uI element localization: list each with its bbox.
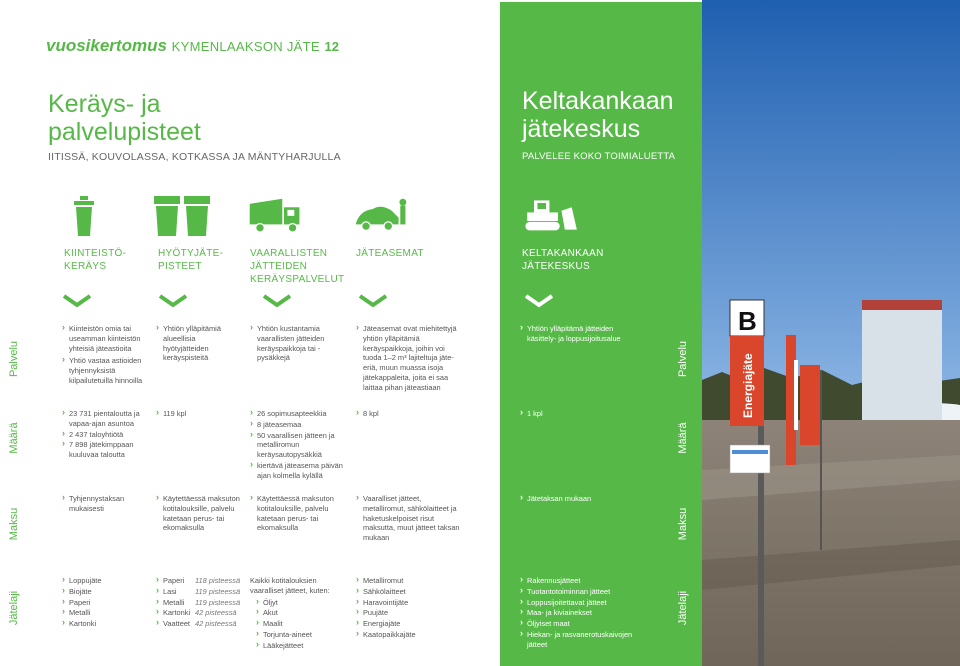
cell-maara-5 (520, 409, 640, 420)
cell-intro: Kaikki kotitalouksien vaaralliset jätteet, kuten: (250, 576, 330, 595)
cell-palvelu-5 (520, 324, 640, 345)
photo-illustration (702, 0, 960, 666)
list-item: › 23 731 pientaloutta ja vapaa-ajan asuntoa (62, 409, 144, 429)
row-label-palvelu: Palvelu (8, 340, 20, 378)
list-item: › Lääkejätteet (250, 641, 346, 651)
cell-jatelaji-2 (156, 576, 246, 630)
column-header-jateasemat: JÄTEASEMAT (356, 248, 424, 259)
right-subtitle: PALVELEE KOKO TOIMIALUETTA (522, 151, 676, 162)
cell-maara-1 (62, 409, 144, 461)
column-header-jatekeskus: KELTAKANKAAN JÄTEKESKUS (522, 248, 604, 272)
list-item: › 7 898 jätekimppaan kuuluvaa taloutta (62, 440, 144, 460)
list-item: › 1 kpl (520, 409, 640, 419)
list-item: › Loppusijoitettavat jätteet (520, 598, 644, 608)
list-item: › 8 kpl (356, 409, 460, 419)
left-subtitle: IITISSÄ, KOUVOLASSA, KOTKASSA JA MÄNTYHARJULLA (48, 151, 341, 163)
list-item: › Loppujäte (62, 576, 144, 586)
list-item: › Jätetaksan mukaan (520, 494, 640, 504)
list-item: › Biojäte (62, 587, 144, 597)
list-item: › Energiajäte (356, 619, 460, 629)
list-item: › kiertävä jäteasema päivän ajan kolmella kylällä (250, 461, 344, 481)
list-item: › 50 vaarallisen jätteen ja metalliromun keräysautopysäkkiä (250, 431, 344, 460)
cell-maara-3 (250, 409, 344, 482)
list-item: › Vaatteet 42 pisteessä (156, 619, 246, 629)
cell-maksu-1 (62, 494, 144, 515)
cell-palvelu-4 (356, 324, 460, 394)
row-label-maksu-right: Maksu (677, 507, 689, 541)
cell-maksu-5 (520, 494, 640, 505)
list-item: › Jäteasemat ovat miehitettyjä yhtiön ylläpitämiä keräyspaikkoja, joihin voi tuoda 1–2 m³ lajiteltuja jäte-eriä, muun muassa isoja jätekappaleita, joita ei saa laittaa pihan jäteastiaan (356, 324, 460, 393)
company-name: KYMENLAAKSON JÄTE (171, 39, 320, 54)
right-title: Keltakankaan jätekeskus (522, 87, 674, 143)
cell-jatelaji-3 (250, 576, 346, 652)
page-number: 12 (324, 39, 340, 54)
list-item: › Sähkölaitteet (356, 587, 460, 597)
list-item: › Öljyt (250, 598, 346, 608)
list-item: › Kaatopaikkajäte (356, 630, 460, 640)
brand-name: vuosikertomus (46, 36, 167, 55)
cell-maksu-4 (356, 494, 460, 544)
sign-letter: B (738, 306, 757, 336)
list-item: › Yhtiön ylläpitämiä alueellisia hyötyjätteiden keräyspisteitä (156, 324, 242, 363)
list-item: › Paperi 118 pisteessä (156, 576, 246, 586)
list-item: › Yhtiö vastaa astioiden tyhjennyksistä kilpailutetuilla hinnoilla (62, 356, 144, 385)
list-item: › Metalli 119 pisteessä (156, 598, 246, 608)
list-item: › Hiekan- ja rasvanerotuskaivojen jätteet (520, 630, 644, 650)
chevron-down-icon (358, 294, 388, 308)
cell-jatelaji-4 (356, 576, 460, 641)
row-label-jatelaji: Jätelaji (8, 590, 20, 626)
list-item: › Tuotantotoiminnan jätteet (520, 587, 644, 597)
column-header-hyotyjatepisteet: HYÖTYJÄTE- PISTEET (158, 248, 224, 272)
list-item: › Akut (250, 608, 346, 618)
list-item: › Maa- ja kiviainekset (520, 608, 644, 618)
list-item: › Kartonki 42 pisteessä (156, 608, 246, 618)
cell-palvelu-2 (156, 324, 242, 364)
truck-icon (248, 192, 308, 238)
site-photo (702, 0, 960, 666)
row-label-maara-right: Määrä (677, 422, 689, 454)
list-item: › Metalliromut (356, 576, 460, 586)
list-item: › Kartonki (62, 619, 144, 629)
row-label-jatelaji-right: Jätelaji (677, 590, 689, 626)
cell-jatelaji-5 (520, 576, 644, 651)
row-label-palvelu-right: Palvelu (677, 340, 689, 378)
list-item: › Käytettäessä maksuton kotitalouksille, palvelu katetaan perus- tai ekomaksulla (250, 494, 344, 533)
header (46, 36, 339, 56)
trash-bin-icon (64, 192, 124, 238)
car-recycle-icon (354, 192, 414, 238)
list-item: › 26 sopimusapteekkia (250, 409, 344, 419)
list-item: › Käytettäessä maksuton kotitalouksille, palvelu katetaan perus- tai ekomaksulla (156, 494, 242, 533)
list-item: › Yhtiön ylläpitämä jätteiden käsittely- ja loppusijoitusalue (520, 324, 640, 344)
chevron-down-icon (158, 294, 188, 308)
column-header-vaaralliset: VAARALLISTEN JÄTTEIDEN KERÄYSPALVELUT (250, 248, 345, 285)
list-item: › Tyhjennystaksan mukaisesti (62, 494, 144, 514)
two-bins-icon (152, 192, 212, 238)
list-item: › Öljyiset maat (520, 619, 644, 629)
cell-palvelu-1 (62, 324, 144, 387)
row-label-maara: Määrä (8, 422, 20, 454)
chevron-down-icon (524, 294, 554, 308)
list-item: › Puujäte (356, 608, 460, 618)
column-header-kiinteistokerays: KIINTEISTÖ- KERÄYS (64, 248, 127, 272)
list-item: › Haravointijäte (356, 598, 460, 608)
cell-maksu-2 (156, 494, 242, 534)
row-label-maksu: Maksu (8, 507, 20, 541)
cell-maara-4 (356, 409, 460, 420)
bulldozer-icon (522, 192, 582, 238)
list-item: › Vaaralliset jätteet, metalliromut, sähkölaitteet ja haketuskelpoiset risut maksutta, muut jätteet taksan mukaan (356, 494, 460, 543)
list-item: › Lasi 119 pisteessä (156, 587, 246, 597)
list-item: › Maalit (250, 619, 346, 629)
chevron-down-icon (62, 294, 92, 308)
list-item: › 8 jäteasemaa (250, 420, 344, 430)
list-item: › Rakennusjätteet (520, 576, 644, 586)
list-item: › Kiinteistön omia tai useamman kiinteistön yhteisiä jäteastioita (62, 324, 144, 353)
chevron-down-icon (262, 294, 292, 308)
list-item: › Paperi (62, 598, 144, 608)
list-item: › Torjunta-aineet (250, 630, 346, 640)
list-item: › 119 kpl (156, 409, 242, 419)
left-title: Keräys- ja palvelupisteet (48, 90, 201, 146)
list-item: › Metalli (62, 608, 144, 618)
list-item: › 2 437 taloyhtiötä (62, 430, 144, 440)
cell-jatelaji-1 (62, 576, 144, 630)
list-item: › Yhtiön kustantamia vaarallisten jätteiden keräyspaikkoja tai -pysäkkejä (250, 324, 344, 363)
cell-maara-2 (156, 409, 242, 420)
cell-maksu-3 (250, 494, 344, 534)
cell-palvelu-3 (250, 324, 344, 364)
sign-text: Energiajäte (741, 353, 755, 418)
